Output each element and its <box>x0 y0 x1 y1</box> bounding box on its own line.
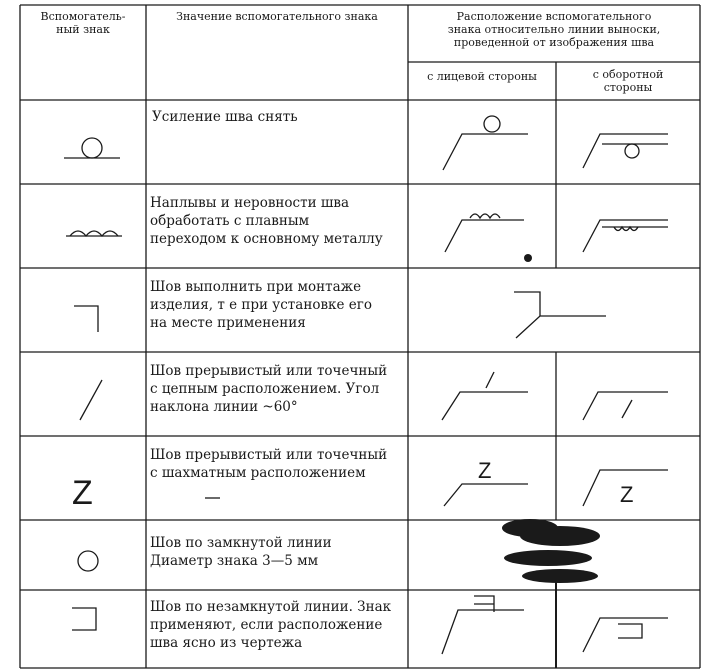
row-meaning-4: Шов прерывистый или точечный с цепным расположением. Угол наклона линии ~60° <box>150 363 388 415</box>
sign-letter-z: Z <box>72 474 93 512</box>
header-col-meaning: Значение вспомогательного знака <box>176 10 378 23</box>
row-meaning-7: Шов по незамкнутой линии. Знак применяют, если расположение шва ясно из чертежа <box>150 599 392 651</box>
sign-slash-60 <box>80 380 102 420</box>
sign-sagging-bumps <box>66 231 122 236</box>
row5-front-z: Z <box>478 458 492 483</box>
row4-back-leader <box>583 392 668 420</box>
row-meaning-1: Усиление шва снять <box>152 109 298 125</box>
row-meaning-5: Шов прерывистый или точечный с шахматным расположением <box>150 447 388 481</box>
sign-circle-on-line <box>64 138 120 158</box>
row5-front-leader <box>444 484 528 506</box>
row-meaning-6: Шов по замкнутой линии Диаметр знака 3—5 мм <box>150 535 332 569</box>
sign-open-bracket <box>72 608 96 630</box>
row-meaning-2: Наплывы и неровности шва обработать с плавным переходом к основному металлу <box>150 195 383 247</box>
row7-front-leader <box>442 596 524 654</box>
header-col-position: Расположение вспомогательного знака относительно линии выноски, проведенной от изображения шва <box>447 10 661 49</box>
header-col-sign: Вспомогатель- ный знак <box>40 10 126 36</box>
row7-back-leader <box>583 618 668 652</box>
row2-back-leader <box>583 220 668 252</box>
row4-front-leader <box>442 372 528 420</box>
sign-closed-circle <box>78 551 98 571</box>
sign-mounting-flag <box>74 306 98 332</box>
row3-leader <box>514 292 606 338</box>
row5-back-z: Z <box>620 482 634 507</box>
row-meaning-3: Шов выполнить при монтаже изделия, т е при установке его на месте применения <box>150 279 372 331</box>
header-front-side: с лицевой стороны <box>427 70 537 83</box>
row2-front-leader <box>445 214 524 252</box>
row1-back-leader <box>583 134 668 168</box>
row1-front-leader <box>443 116 528 170</box>
header-back-side: с оборотной стороны <box>592 68 664 94</box>
